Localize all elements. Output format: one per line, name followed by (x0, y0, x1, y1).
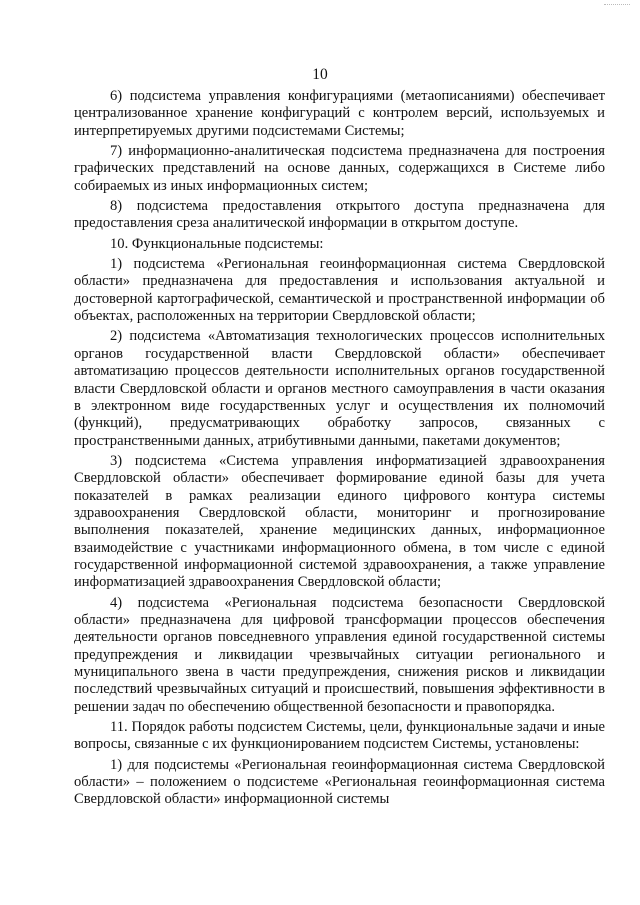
paragraph-7-analytics-subsystem: 7) информационно-аналитическая подсистема предназначена для построения графических представлений на основе данных, содержащихся в Системе либо собираемых из иных информационных систем; (74, 143, 605, 194)
section-11-paragraph: 11. Порядок работы подсистем Системы, цели, функциональные задачи и иные вопросы, связанные с их функционированием подсистем Системы, установлены: (74, 719, 605, 753)
paragraph-2-automation: 2) подсистема «Автоматизация технологических процессов исполнительных органов государственной власти Свердловской области» обеспечивает автоматизацию процессов деятельности исполнительных органов государственной власти Свердловской области и органов местного самоуправления в части оказания в электронном виде государственных услуг и осуществления их полномочий (функций), предусматривающих обработку запросов, связанных с пространственными данных, атрибутивными данными, пакетами документов; (74, 328, 605, 449)
paragraph-3-healthcare: 3) подсистема «Система управления информатизацией здравоохранения Свердловской области» обеспечивает формирование единой базы для учета показателей в рамках реализации единого цифрового контура системы здравоохранения Свердловской области, мониторинг и прогнозирование выполнения показателей, хранение медицинских данных, информационное взаимодействие с участниками информационного обмена, в том числе с единой государственной информационной системой здравоохранения, а также управление информатизацией здравоохранения Свердловской области; (74, 452, 605, 591)
corner-mark (604, 4, 630, 7)
document-body (74, 88, 605, 809)
page-number: 10 (312, 66, 328, 83)
paragraph-1-geoinformation: 1) подсистема «Региональная геоинформационная система Свердловской области» предназначена для предоставления и использования актуальной и достоверной картографической, семантической и пространственной информации об объектах, расположенных на территории Свердловской области; (74, 256, 605, 325)
paragraph-6-config-subsystem: 6) подсистема управления конфигурациями (метаописаниями) обеспечивает централизованное хранение конфигураций с контролем версий, используемых и интерпретируемых другими подсистемами Системы; (74, 88, 605, 139)
section-10-heading: 10. Функциональные подсистемы: (110, 235, 324, 252)
paragraph-8-open-access-subsystem: 8) подсистема предоставления открытого доступа предназначена для предоставления среза аналитической информации в открытом доступе. (74, 198, 605, 232)
section-11-item-1: 1) для подсистемы «Региональная геоинформационная система Свердловской области» – положением о подсистеме «Региональная геоинформационная система Свердловской области» информационной системы (74, 756, 605, 808)
paragraph-4-safety: 4) подсистема «Региональная подсистема безопасности Свердловской области» предназначена для цифровой трансформации процессов обеспечения деятельности органов повседневного управления единой государственной системы предупреждения и ликвидации чрезвычайных ситуации регионального и муниципального звена в части предупреждения, снижения рисков и ликвидации последствий чрезвычайных ситуаций и происшествий, повышения эффективности в решении задач по обеспечению общественной безопасности и правопорядка. (74, 594, 605, 715)
